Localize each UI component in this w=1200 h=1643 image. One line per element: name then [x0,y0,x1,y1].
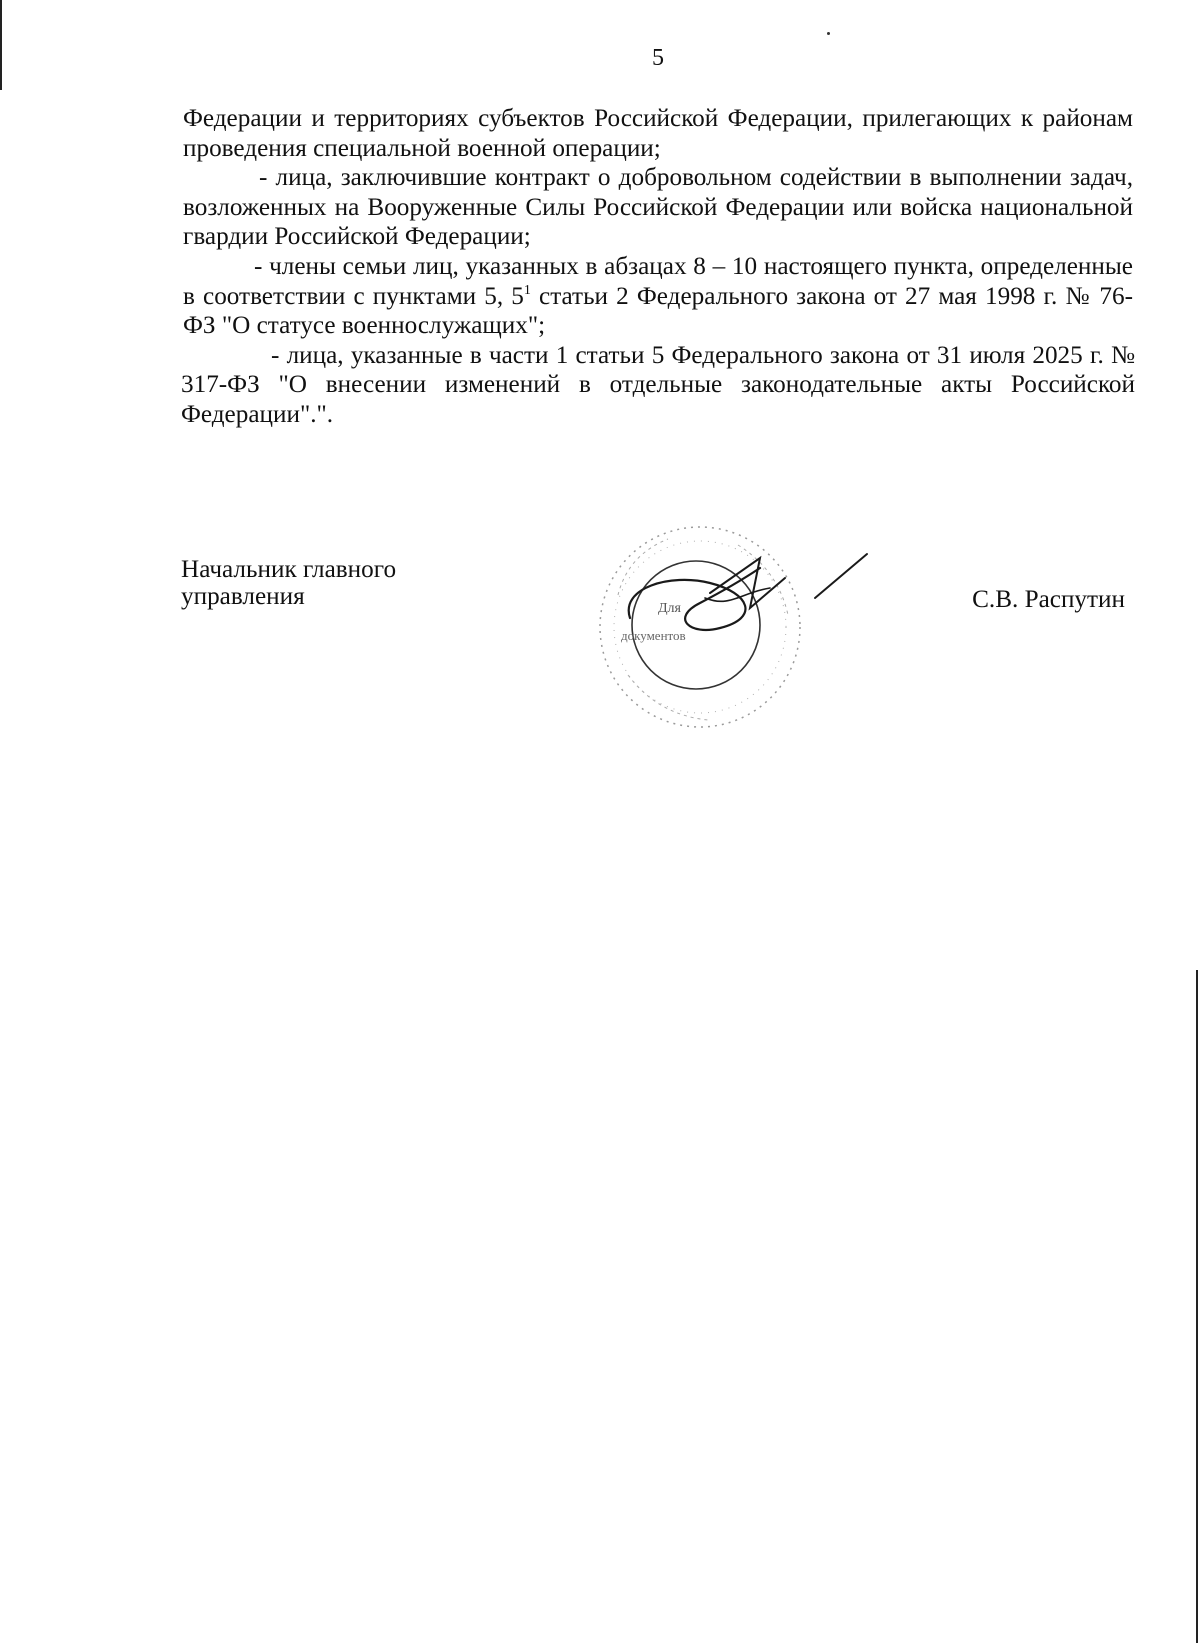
paragraph-family-members [183,252,1133,341]
scan-edge-right [1196,970,1198,1643]
document-body [183,104,1133,430]
signatory-position-line-2: управления [181,583,305,610]
handwritten-signature [610,548,880,658]
paragraph-continuation: Федерации и территориях субъектов Российской Федерации, прилегающих к районам проведения специальной военной операции; [183,105,1133,162]
paragraph-family-members-text-2: статьи 2 Федерального закона от 27 мая 1998 г. № 76-ФЗ "О статусе военнослужащих"; [183,282,1134,340]
paragraph-volunteer-contract: - лица, заключившие контракт о добровольном содействии в выполнении задач, возложенных на Вооруженные Силы Российской Федерации или войска национальной гвардии Российской Федерации; [183,164,1133,251]
scan-speck [827,32,830,35]
signatory-position-line-1: Начальник главного [181,556,397,583]
stamp-text-top: Для [658,601,681,616]
signatory-position [181,556,396,610]
stamp-text-bottom: документов [621,628,686,643]
paragraph-federal-law-317: - лица, указанные в части 1 статьи 5 Федерального закона от 31 июля 2025 г. № 317-ФЗ "О внесении изменений в отдельные законодательные акты Российской Федерации".". [181,341,1135,428]
paragraph-family-members-text-1: - члены семьи лиц, указанных в абзацах 8 – 10 настоящего пункта, определенные в соответствии с пунктами 5, 5 [183,252,1133,310]
superscript-number: 1 [523,282,531,298]
signatory-name: С.В. Распутин [972,586,1125,613]
page-number: 5 [652,45,664,71]
